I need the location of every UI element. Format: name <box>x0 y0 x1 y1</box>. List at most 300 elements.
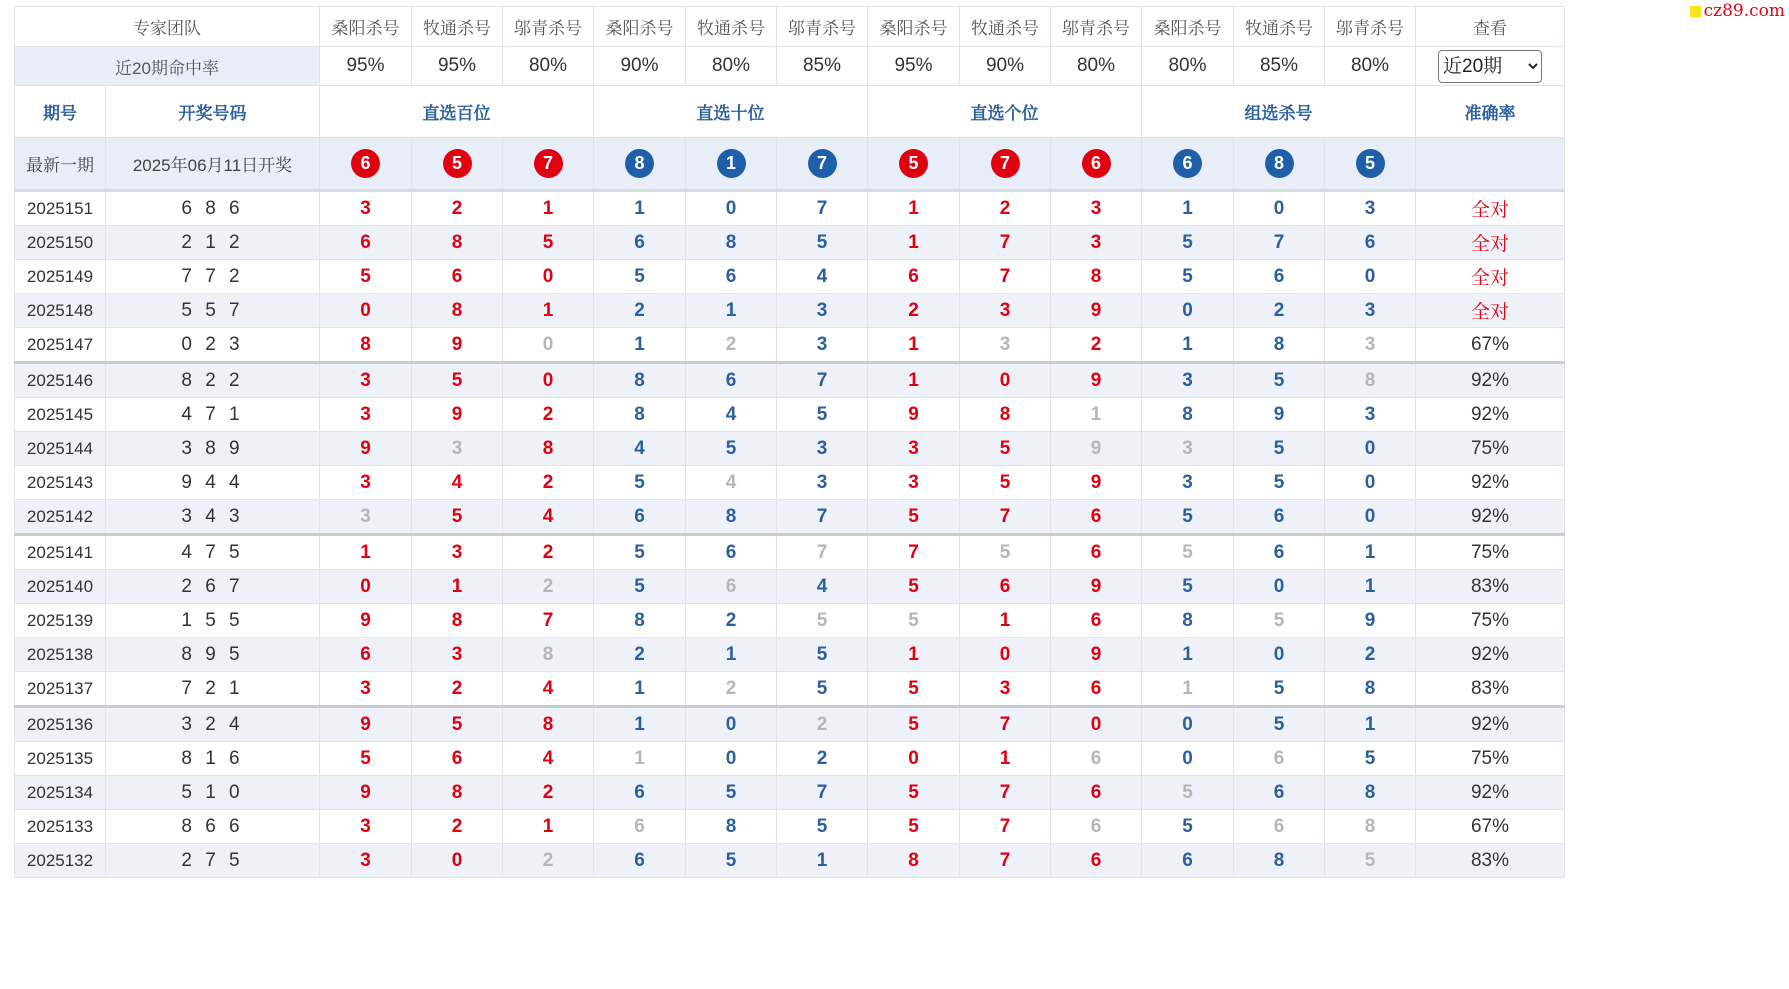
kill-number-cell: 5 <box>1142 570 1234 604</box>
kill-number-cell: 8 <box>594 363 686 398</box>
kill-number-cell: 5 <box>868 500 960 535</box>
kill-number-cell: 0 <box>503 363 594 398</box>
kill-number-cell: 9 <box>320 707 412 742</box>
kill-number-cell: 1 <box>594 672 686 707</box>
kill-number-cell: 8 <box>594 604 686 638</box>
accuracy-cell: 67% <box>1416 328 1565 363</box>
kill-number-cell: 2 <box>503 844 594 878</box>
kill-number-cell: 5 <box>686 844 777 878</box>
kill-number-cell: 1 <box>503 191 594 226</box>
col-group-hundreds: 直选百位 <box>320 86 594 138</box>
expert-name: 邬青杀号 <box>503 7 594 47</box>
kill-number-cell: 5 <box>868 604 960 638</box>
table-row <box>15 328 1565 363</box>
kill-number-cell: 0 <box>412 844 503 878</box>
table-row <box>15 500 1565 535</box>
kill-number-cell: 9 <box>1051 432 1142 466</box>
table-row <box>15 810 1565 844</box>
winning-number-cell: 5 5 7 <box>106 294 320 328</box>
kill-number-cell: 8 <box>1234 328 1325 363</box>
accuracy-cell: 全对 <box>1416 260 1565 294</box>
accuracy-cell: 全对 <box>1416 191 1565 226</box>
kill-number-cell: 6 <box>1051 742 1142 776</box>
kill-number-cell: 8 <box>503 638 594 672</box>
kill-number-cell: 8 <box>1325 810 1416 844</box>
table-row <box>15 466 1565 500</box>
kill-number-cell: 5 <box>1234 466 1325 500</box>
kill-number-cell: 5 <box>777 638 868 672</box>
table-row <box>15 226 1565 260</box>
number-ball: 7 <box>534 149 563 178</box>
hit-rate: 95% <box>412 47 503 86</box>
latest-ball-cell <box>868 138 960 191</box>
kill-number-cell: 0 <box>1142 742 1234 776</box>
kill-number-cell: 3 <box>1325 294 1416 328</box>
kill-number-cell: 0 <box>960 363 1051 398</box>
kill-number-cell: 7 <box>777 363 868 398</box>
kill-number-cell: 7 <box>960 707 1051 742</box>
kill-number-cell: 9 <box>320 776 412 810</box>
kill-number-cell: 6 <box>320 638 412 672</box>
kill-number-cell: 5 <box>594 570 686 604</box>
column-header-row <box>15 86 1565 138</box>
winning-number-cell: 4 7 5 <box>106 535 320 570</box>
col-accuracy: 准确率 <box>1416 86 1565 138</box>
kill-number-cell: 5 <box>960 466 1051 500</box>
expert-name: 桑阳杀号 <box>868 7 960 47</box>
hit-rate: 80% <box>1051 47 1142 86</box>
kill-number-cell: 5 <box>777 810 868 844</box>
kill-number-cell: 2 <box>594 638 686 672</box>
kill-number-cell: 3 <box>1051 191 1142 226</box>
kill-number-cell: 7 <box>960 500 1051 535</box>
latest-ball-cell <box>1051 138 1142 191</box>
kill-number-cell: 1 <box>1142 328 1234 363</box>
kill-number-cell: 0 <box>1325 260 1416 294</box>
winning-number-cell: 3 4 3 <box>106 500 320 535</box>
period-cell: 2025134 <box>15 776 106 810</box>
kill-number-cell: 6 <box>594 226 686 260</box>
table-row <box>15 672 1565 707</box>
kill-number-cell: 0 <box>686 742 777 776</box>
hit-rate: 80% <box>503 47 594 86</box>
kill-number-cell: 2 <box>686 604 777 638</box>
winning-number-cell: 7 2 1 <box>106 672 320 707</box>
kill-number-cell: 6 <box>1325 226 1416 260</box>
kill-number-cell: 7 <box>777 535 868 570</box>
number-ball: 8 <box>1265 149 1294 178</box>
winning-number-cell: 3 8 9 <box>106 432 320 466</box>
kill-number-cell: 3 <box>1142 432 1234 466</box>
period-cell: 2025149 <box>15 260 106 294</box>
period-cell: 2025144 <box>15 432 106 466</box>
kill-number-cell: 5 <box>1142 776 1234 810</box>
kill-number-cell: 8 <box>320 328 412 363</box>
period-cell: 2025146 <box>15 363 106 398</box>
col-group-units: 直选个位 <box>868 86 1142 138</box>
kill-number-cell: 6 <box>1051 500 1142 535</box>
kill-number-cell: 1 <box>868 191 960 226</box>
kill-number-cell: 1 <box>1142 191 1234 226</box>
kill-number-cell: 4 <box>503 672 594 707</box>
kill-number-cell: 4 <box>503 500 594 535</box>
kill-number-cell: 2 <box>503 466 594 500</box>
kill-number-cell: 5 <box>777 226 868 260</box>
kill-number-cell: 1 <box>868 226 960 260</box>
number-ball: 7 <box>808 149 837 178</box>
latest-ball-cell <box>1234 138 1325 191</box>
kill-number-cell: 3 <box>412 638 503 672</box>
table-row <box>15 398 1565 432</box>
winning-number-cell: 8 6 6 <box>106 810 320 844</box>
kill-number-cell: 5 <box>412 500 503 535</box>
period-cell: 2025145 <box>15 398 106 432</box>
period-cell: 2025140 <box>15 570 106 604</box>
kill-number-cell: 5 <box>868 776 960 810</box>
period-cell: 2025135 <box>15 742 106 776</box>
kill-number-cell: 0 <box>1051 707 1142 742</box>
kill-number-cell: 8 <box>412 294 503 328</box>
kill-number-cell: 0 <box>960 638 1051 672</box>
logo-text: cz89.com <box>1703 1 1785 21</box>
latest-ball-cell <box>1142 138 1234 191</box>
latest-row <box>15 138 1565 191</box>
kill-number-cell: 3 <box>777 328 868 363</box>
kill-number-cell: 5 <box>1234 672 1325 707</box>
kill-number-cell: 5 <box>686 776 777 810</box>
winning-number-cell: 2 1 2 <box>106 226 320 260</box>
kill-number-cell: 6 <box>412 742 503 776</box>
accuracy-cell: 83% <box>1416 844 1565 878</box>
period-cell: 2025142 <box>15 500 106 535</box>
kill-number-cell: 5 <box>1234 707 1325 742</box>
kill-number-cell: 3 <box>320 398 412 432</box>
kill-number-cell: 3 <box>1325 328 1416 363</box>
kill-number-cell: 0 <box>320 570 412 604</box>
kill-number-cell: 0 <box>1234 638 1325 672</box>
kill-number-cell: 1 <box>412 570 503 604</box>
kill-number-cell: 8 <box>1051 260 1142 294</box>
kill-number-cell: 0 <box>503 328 594 363</box>
kill-number-cell: 2 <box>503 535 594 570</box>
kill-number-cell: 0 <box>1325 500 1416 535</box>
period-cell: 2025148 <box>15 294 106 328</box>
kill-number-cell: 2 <box>412 672 503 707</box>
kill-number-cell: 3 <box>1325 398 1416 432</box>
kill-number-cell: 0 <box>1325 432 1416 466</box>
hit-rate: 90% <box>594 47 686 86</box>
table-row <box>15 191 1565 226</box>
accuracy-cell: 92% <box>1416 466 1565 500</box>
hit-rate: 80% <box>1325 47 1416 86</box>
kill-number-cell: 7 <box>960 226 1051 260</box>
accuracy-cell: 75% <box>1416 432 1565 466</box>
kill-number-cell: 4 <box>594 432 686 466</box>
accuracy-cell: 92% <box>1416 398 1565 432</box>
kill-number-cell: 1 <box>1325 535 1416 570</box>
kill-number-cell: 3 <box>960 672 1051 707</box>
kill-number-cell: 7 <box>777 776 868 810</box>
kill-number-cell: 1 <box>868 328 960 363</box>
kill-number-cell: 8 <box>686 226 777 260</box>
kill-number-cell: 1 <box>503 294 594 328</box>
kill-number-cell: 9 <box>320 432 412 466</box>
kill-number-cell: 7 <box>777 191 868 226</box>
kill-number-cell: 8 <box>503 707 594 742</box>
kill-number-cell: 6 <box>1051 604 1142 638</box>
number-ball: 5 <box>443 149 472 178</box>
kill-number-cell: 1 <box>868 638 960 672</box>
winning-number-cell: 8 2 2 <box>106 363 320 398</box>
accuracy-cell: 92% <box>1416 707 1565 742</box>
kill-number-cell: 9 <box>1051 294 1142 328</box>
kill-number-cell: 3 <box>320 810 412 844</box>
latest-accuracy-cell <box>1416 138 1565 191</box>
hit-rate: 80% <box>686 47 777 86</box>
period-cell: 2025132 <box>15 844 106 878</box>
kill-number-cell: 4 <box>412 466 503 500</box>
hit-rate-label: 近20期命中率 <box>15 47 320 86</box>
kill-number-cell: 9 <box>320 604 412 638</box>
kill-number-cell: 3 <box>320 363 412 398</box>
kill-number-cell: 6 <box>320 226 412 260</box>
number-ball: 5 <box>899 149 928 178</box>
kill-number-cell: 6 <box>1051 810 1142 844</box>
kill-number-cell: 5 <box>320 260 412 294</box>
latest-ball-cell <box>1325 138 1416 191</box>
expert-name: 桑阳杀号 <box>320 7 412 47</box>
col-group-combo: 组选杀号 <box>1142 86 1416 138</box>
period-select[interactable] <box>1438 50 1542 83</box>
latest-ball-cell <box>320 138 412 191</box>
team-label: 专家团队 <box>15 7 320 47</box>
kill-number-cell: 5 <box>1142 535 1234 570</box>
table-row <box>15 776 1565 810</box>
table-row <box>15 432 1565 466</box>
kill-number-cell: 5 <box>777 604 868 638</box>
kill-number-cell: 8 <box>594 398 686 432</box>
kill-number-cell: 5 <box>594 260 686 294</box>
kill-number-cell: 6 <box>594 844 686 878</box>
expert-name: 牧通杀号 <box>412 7 503 47</box>
kill-number-cell: 4 <box>503 742 594 776</box>
kill-number-cell: 6 <box>594 810 686 844</box>
kill-number-cell: 1 <box>1325 570 1416 604</box>
site-logo <box>1690 0 1785 22</box>
kill-number-cell: 8 <box>1234 844 1325 878</box>
period-cell: 2025137 <box>15 672 106 707</box>
number-ball: 7 <box>991 149 1020 178</box>
kill-number-cell: 6 <box>1051 535 1142 570</box>
kill-number-cell: 3 <box>960 328 1051 363</box>
kill-number-cell: 8 <box>686 500 777 535</box>
kill-number-cell: 3 <box>1051 226 1142 260</box>
kill-number-table <box>14 6 1565 878</box>
kill-number-cell: 1 <box>1142 638 1234 672</box>
period-cell: 2025147 <box>15 328 106 363</box>
kill-number-cell: 1 <box>503 810 594 844</box>
number-ball: 5 <box>1356 149 1385 178</box>
period-cell: 2025141 <box>15 535 106 570</box>
kill-number-cell: 2 <box>503 398 594 432</box>
table-row <box>15 844 1565 878</box>
kill-number-cell: 6 <box>1234 500 1325 535</box>
kill-number-cell: 7 <box>1234 226 1325 260</box>
kill-number-cell: 8 <box>868 844 960 878</box>
kill-number-cell: 7 <box>503 604 594 638</box>
expert-name: 邬青杀号 <box>1051 7 1142 47</box>
kill-number-cell: 5 <box>1325 742 1416 776</box>
winning-number-cell: 7 7 2 <box>106 260 320 294</box>
winning-number-cell: 9 4 4 <box>106 466 320 500</box>
number-ball: 6 <box>1173 149 1202 178</box>
kill-number-cell: 8 <box>412 604 503 638</box>
kill-number-cell: 9 <box>868 398 960 432</box>
hit-rate-row <box>15 47 1565 86</box>
logo-square-icon <box>1690 6 1701 17</box>
kill-number-cell: 1 <box>1051 398 1142 432</box>
kill-number-cell: 7 <box>868 535 960 570</box>
kill-number-cell: 5 <box>1234 604 1325 638</box>
kill-number-cell: 4 <box>777 260 868 294</box>
kill-number-cell: 2 <box>686 672 777 707</box>
kill-number-cell: 0 <box>1234 570 1325 604</box>
kill-number-cell: 6 <box>594 776 686 810</box>
kill-number-cell: 9 <box>412 398 503 432</box>
kill-number-cell: 5 <box>868 707 960 742</box>
table-row <box>15 363 1565 398</box>
expert-name: 牧通杀号 <box>1234 7 1325 47</box>
kill-number-cell: 0 <box>868 742 960 776</box>
kill-number-cell: 8 <box>686 810 777 844</box>
kill-number-cell: 0 <box>320 294 412 328</box>
kill-number-cell: 4 <box>686 398 777 432</box>
kill-number-cell: 3 <box>320 191 412 226</box>
kill-number-cell: 6 <box>1234 810 1325 844</box>
kill-number-cell: 1 <box>960 742 1051 776</box>
period-cell: 2025143 <box>15 466 106 500</box>
latest-date: 2025年06月11日开奖 <box>106 138 320 191</box>
kill-number-cell: 3 <box>777 432 868 466</box>
kill-number-cell: 5 <box>1142 500 1234 535</box>
kill-number-cell: 3 <box>777 294 868 328</box>
kill-number-cell: 9 <box>412 328 503 363</box>
kill-number-cell: 5 <box>960 535 1051 570</box>
expert-name: 桑阳杀号 <box>594 7 686 47</box>
kill-number-cell: 2 <box>1051 328 1142 363</box>
col-group-tens: 直选十位 <box>594 86 868 138</box>
kill-number-cell: 0 <box>1142 294 1234 328</box>
latest-ball-cell <box>960 138 1051 191</box>
kill-number-cell: 8 <box>412 226 503 260</box>
winning-number-cell: 2 6 7 <box>106 570 320 604</box>
kill-number-cell: 8 <box>412 776 503 810</box>
kill-number-cell: 0 <box>1142 707 1234 742</box>
number-ball: 8 <box>625 149 654 178</box>
kill-number-cell: 6 <box>686 260 777 294</box>
expert-name: 牧通杀号 <box>960 7 1051 47</box>
kill-number-cell: 9 <box>1051 466 1142 500</box>
kill-number-cell: 5 <box>594 466 686 500</box>
kill-number-cell: 9 <box>1051 570 1142 604</box>
period-cell: 2025151 <box>15 191 106 226</box>
kill-number-cell: 9 <box>1325 604 1416 638</box>
kill-number-cell: 6 <box>1234 260 1325 294</box>
kill-number-cell: 2 <box>503 776 594 810</box>
kill-number-cell: 1 <box>320 535 412 570</box>
kill-number-cell: 5 <box>503 226 594 260</box>
table-row <box>15 638 1565 672</box>
winning-number-cell: 6 8 6 <box>106 191 320 226</box>
expert-name: 邬青杀号 <box>777 7 868 47</box>
kill-number-cell: 0 <box>686 191 777 226</box>
number-ball: 6 <box>351 149 380 178</box>
kill-number-cell: 1 <box>686 638 777 672</box>
expert-name: 邬青杀号 <box>1325 7 1416 47</box>
kill-number-cell: 9 <box>1051 638 1142 672</box>
kill-number-cell: 6 <box>594 500 686 535</box>
kill-number-cell: 2 <box>412 810 503 844</box>
kill-number-cell: 7 <box>960 810 1051 844</box>
kill-number-cell: 2 <box>868 294 960 328</box>
kill-number-cell: 3 <box>868 466 960 500</box>
kill-number-cell: 7 <box>960 260 1051 294</box>
kill-number-cell: 3 <box>1325 191 1416 226</box>
kill-number-cell: 2 <box>594 294 686 328</box>
kill-number-cell: 5 <box>1142 260 1234 294</box>
hit-rate: 95% <box>320 47 412 86</box>
kill-number-cell: 1 <box>594 191 686 226</box>
kill-number-cell: 1 <box>960 604 1051 638</box>
kill-number-cell: 5 <box>960 432 1051 466</box>
kill-number-cell: 3 <box>320 844 412 878</box>
accuracy-cell: 92% <box>1416 363 1565 398</box>
kill-number-cell: 5 <box>412 707 503 742</box>
accuracy-cell: 75% <box>1416 535 1565 570</box>
accuracy-cell: 83% <box>1416 672 1565 707</box>
kill-number-cell: 1 <box>594 742 686 776</box>
kill-number-cell: 5 <box>412 363 503 398</box>
kill-number-cell: 5 <box>1234 363 1325 398</box>
hit-rate: 90% <box>960 47 1051 86</box>
kill-number-cell: 6 <box>960 570 1051 604</box>
kill-number-cell: 6 <box>868 260 960 294</box>
kill-number-cell: 6 <box>686 535 777 570</box>
kill-number-cell: 0 <box>1234 191 1325 226</box>
table-row <box>15 604 1565 638</box>
kill-number-cell: 4 <box>777 570 868 604</box>
hit-rate: 85% <box>777 47 868 86</box>
kill-number-cell: 8 <box>960 398 1051 432</box>
kill-number-cell: 4 <box>686 466 777 500</box>
hit-rate: 85% <box>1234 47 1325 86</box>
accuracy-cell: 75% <box>1416 742 1565 776</box>
hit-rate: 95% <box>868 47 960 86</box>
kill-number-cell: 9 <box>1234 398 1325 432</box>
latest-ball-cell <box>594 138 686 191</box>
table-row <box>15 707 1565 742</box>
view-label: 查看 <box>1416 7 1565 47</box>
kill-number-cell: 5 <box>594 535 686 570</box>
winning-number-cell: 0 2 3 <box>106 328 320 363</box>
latest-label: 最新一期 <box>15 138 106 191</box>
kill-number-cell: 6 <box>686 570 777 604</box>
kill-number-cell: 1 <box>868 363 960 398</box>
kill-number-cell: 2 <box>412 191 503 226</box>
period-cell: 2025139 <box>15 604 106 638</box>
kill-number-cell: 5 <box>686 432 777 466</box>
accuracy-cell: 全对 <box>1416 294 1565 328</box>
